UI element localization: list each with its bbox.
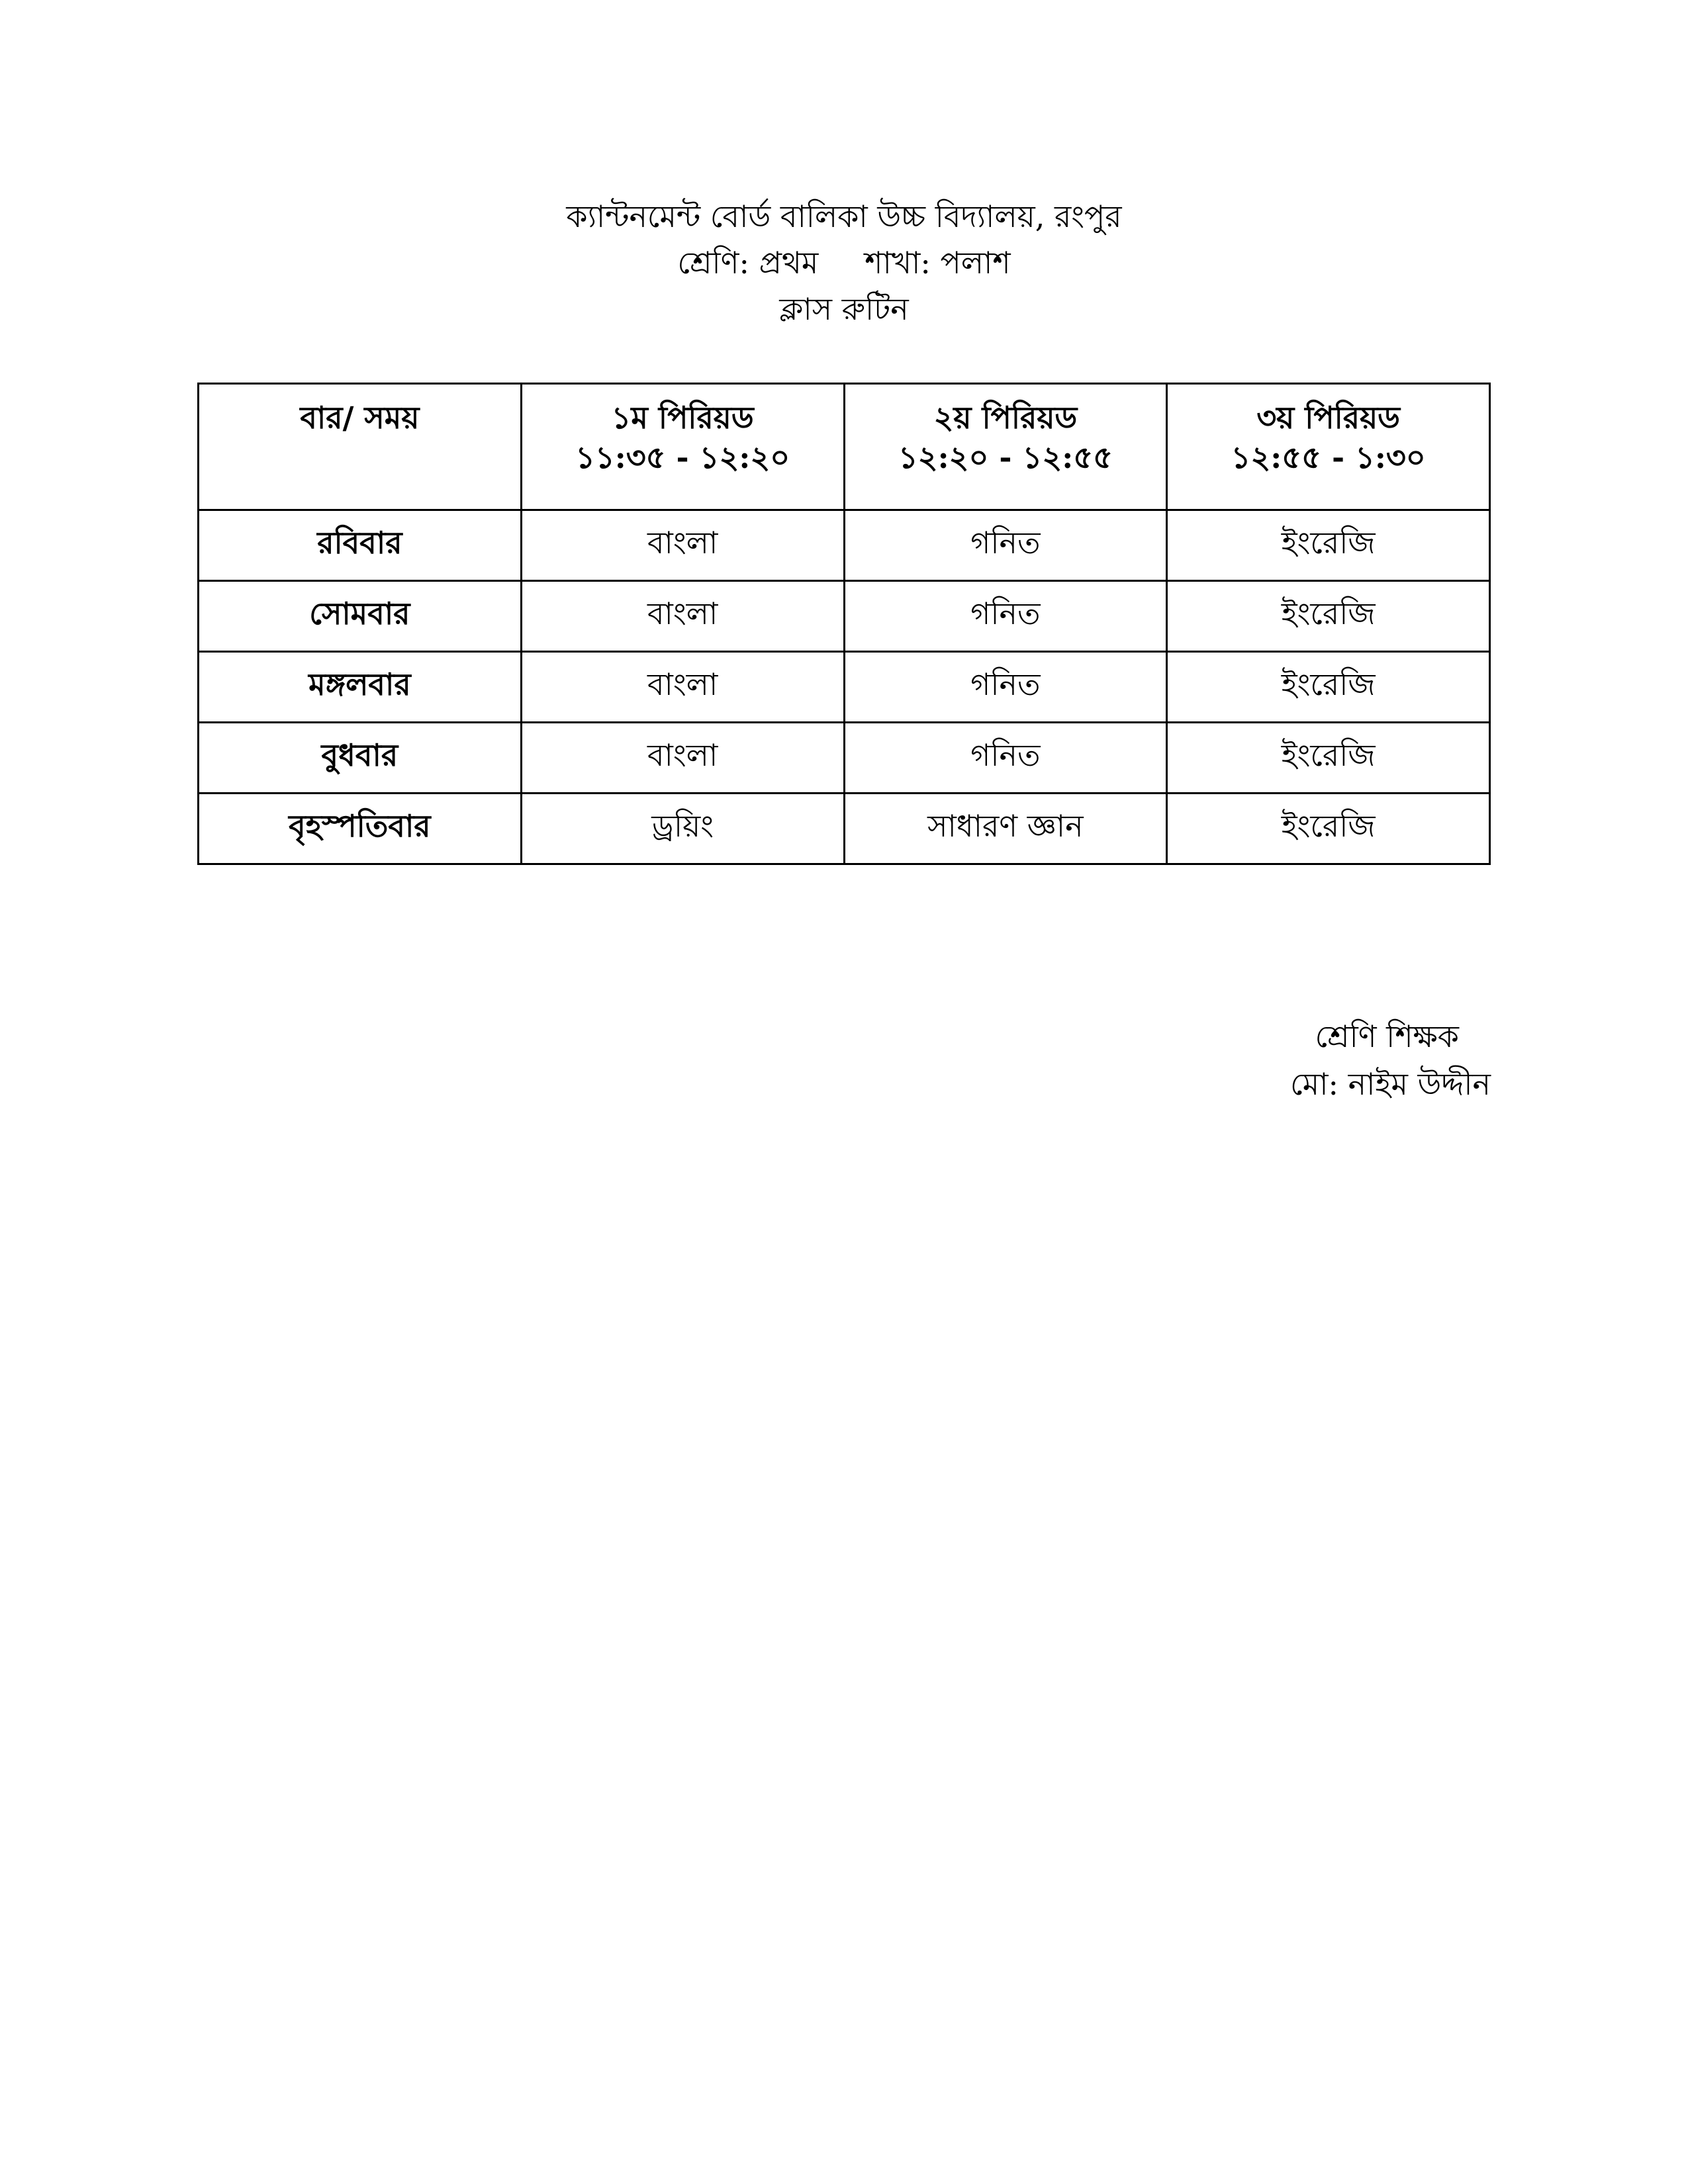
table-row xyxy=(199,581,1490,652)
header-period-1: ১ম পিরিয়ড ১১:৩৫ - ১২:২০ xyxy=(521,384,844,510)
subject-cell: ইংরেজি xyxy=(1167,652,1490,723)
school-name: ক্যান্টনমেন্ট বোর্ড বালিকা উচ্চ বিদ্যালয়, রংপুর xyxy=(566,199,1122,234)
document-header xyxy=(0,193,1688,332)
subject-cell: গনিত xyxy=(844,723,1167,794)
signature-block xyxy=(1290,1013,1491,1108)
subject-cell: গনিত xyxy=(844,510,1167,581)
document-title: ক্লাস রুটিন xyxy=(779,291,909,327)
subject-cell: গনিত xyxy=(844,652,1167,723)
day-cell: সোমবার xyxy=(199,581,522,652)
subject-cell: ইংরেজি xyxy=(1167,510,1490,581)
day-cell: রবিবার xyxy=(199,510,522,581)
subject-cell: ইংরেজি xyxy=(1167,723,1490,794)
header-day-time: বার/ সময় xyxy=(199,384,522,510)
subject-cell: গনিত xyxy=(844,581,1167,652)
table-row xyxy=(199,794,1490,864)
table-row xyxy=(199,652,1490,723)
section-label: শাখা: পলাশ xyxy=(865,245,1011,281)
table-row xyxy=(199,723,1490,794)
day-cell: বুধবার xyxy=(199,723,522,794)
subject-cell: ইংরেজি xyxy=(1167,581,1490,652)
day-cell: মঙ্গলবার xyxy=(199,652,522,723)
subject-cell: বাংলা xyxy=(521,510,844,581)
signature-title: শ্রেণি শিক্ষক xyxy=(1315,1019,1459,1054)
class-label: শ্রেণি: প্রথম xyxy=(677,245,819,281)
table-row xyxy=(199,510,1490,581)
subject-cell: সাধারণ জ্ঞান xyxy=(844,794,1167,864)
signature-name: মো: নাইম উদ্দীন xyxy=(1289,1066,1491,1102)
subject-cell: ইংরেজি xyxy=(1167,794,1490,864)
class-section-line xyxy=(0,240,1688,286)
subject-cell: বাংলা xyxy=(521,652,844,723)
class-routine-table xyxy=(197,383,1491,865)
header-period-3: ৩য় পিরিয়ড ১২:৫৫ - ১:৩০ xyxy=(1167,384,1490,510)
subject-cell: বাংলা xyxy=(521,581,844,652)
header-period-2: ২য় পিরিয়ড ১২:২০ - ১২:৫৫ xyxy=(844,384,1167,510)
table-header-row xyxy=(199,384,1490,510)
subject-cell: বাংলা xyxy=(521,723,844,794)
subject-cell: ড্রয়িং xyxy=(521,794,844,864)
day-cell: বৃহস্পতিবার xyxy=(199,794,522,864)
